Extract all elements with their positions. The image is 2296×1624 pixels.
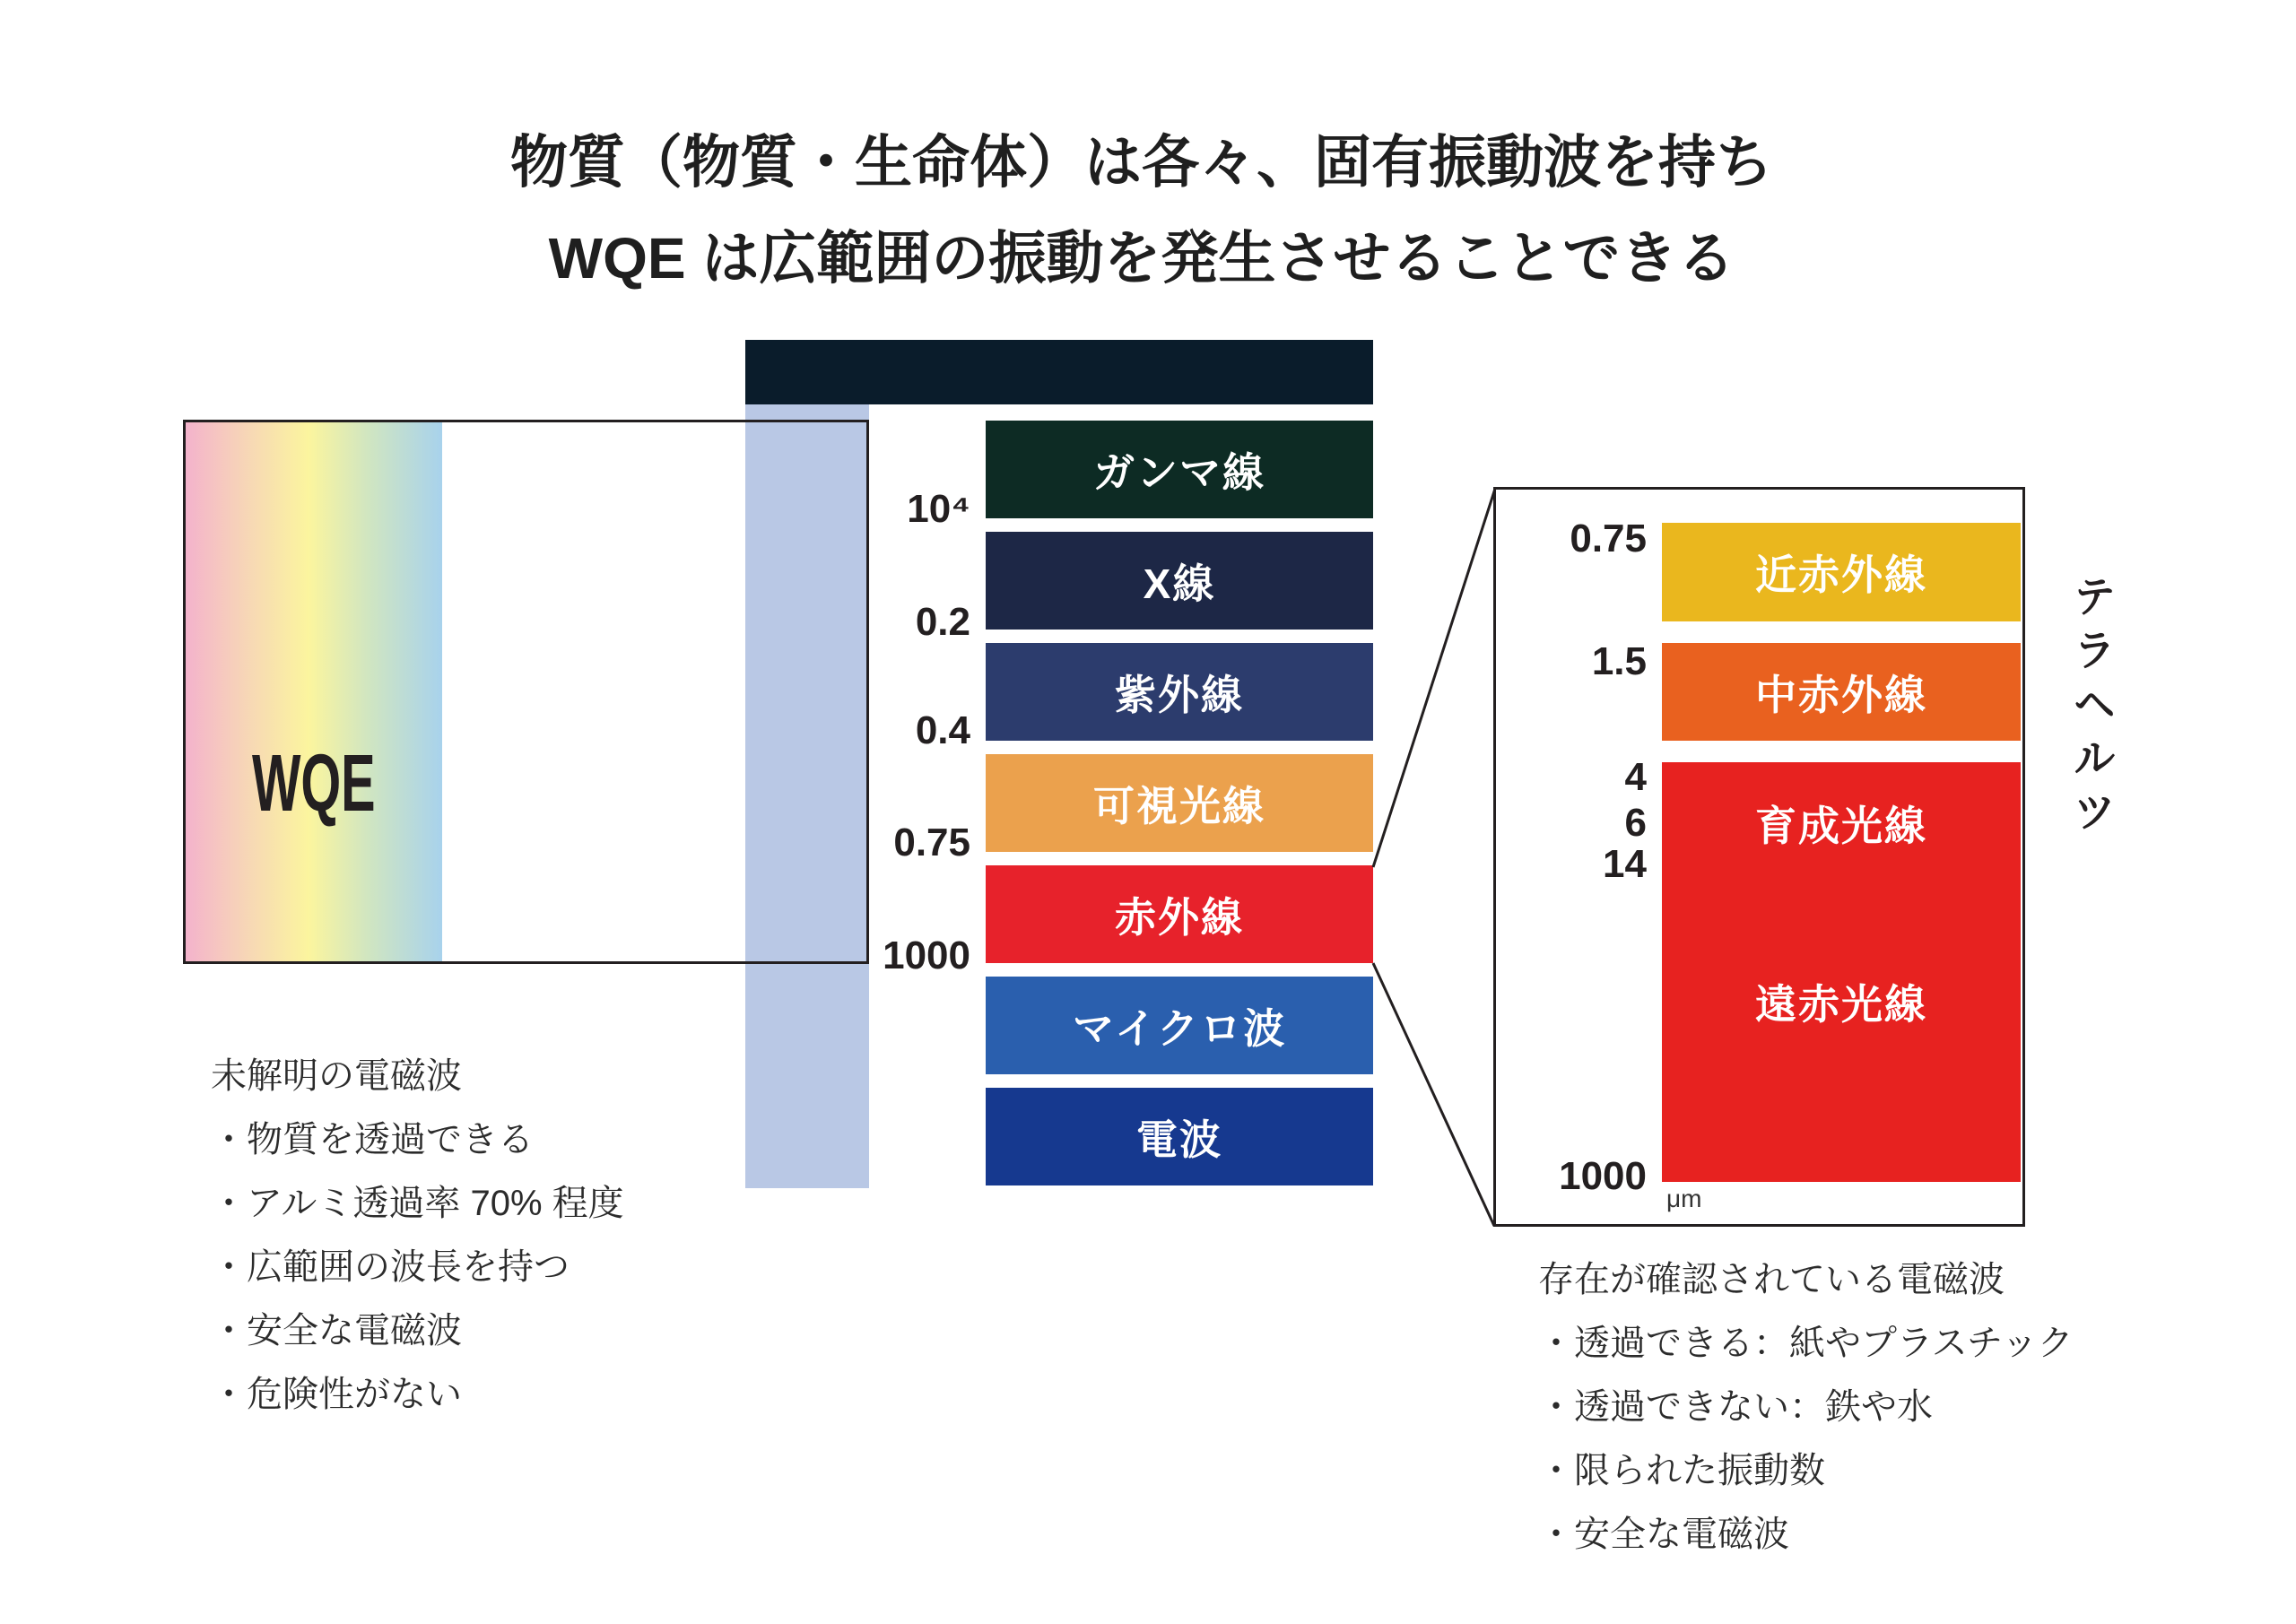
spectrum-bar-ultraviolet-label: 紫外線 [1115, 671, 1244, 718]
detail-bar-far-infrared [1662, 762, 2021, 1182]
page-title-line2: WQE は広範囲の振動を発生させることできる [548, 226, 1735, 291]
notes-right-heading: 存在が確認されている電磁波 [1538, 1260, 2005, 1299]
wqe-label: WQE [252, 739, 376, 829]
spectrum-tick-10e4: 10⁴ [907, 487, 970, 531]
callout-line-upper [1373, 489, 1495, 867]
notes-left-heading: 未解明の電磁波 [211, 1056, 462, 1096]
notes-left-item: ・アルミ透過率 70% 程度 [211, 1184, 624, 1223]
detail-tick-0-75: 0.75 [1570, 517, 1647, 560]
spectrum-bar-microwave-label: マイクロ波 [1072, 1004, 1287, 1052]
detail-bar-mid-infrared-label: 中赤外線 [1755, 671, 1927, 718]
notes-left-item: ・危険性がない [211, 1375, 462, 1414]
spectrum-tick-1000: 1000 [883, 934, 970, 977]
spectrum-header-bar [745, 340, 1373, 404]
spectrum-bar-infrared [986, 865, 1373, 963]
spectrum-bar-gamma-ray [986, 421, 1373, 518]
notes-right-item: ・透過できない：鉄や水 [1538, 1387, 1933, 1427]
spectrum-bar-visible-label: 可視光線 [1093, 782, 1265, 829]
detail-growth-ray-label: 育成光線 [1755, 803, 1927, 849]
notes-right-item: ・限られた振動数 [1538, 1451, 1825, 1490]
infrared-detail-box [1493, 487, 2025, 1227]
detail-far-red-ray-label: 遠赤光線 [1755, 981, 1927, 1028]
callout-line-lower [1373, 963, 1494, 1226]
spectrum-bar-x-ray [986, 532, 1373, 630]
spectrum-tick-0-2: 0.2 [915, 600, 970, 644]
spectrum-bars [986, 421, 1373, 1185]
notes-right-item: ・透過できる：紙やプラスチック [1538, 1324, 2074, 1363]
page-title [0, 115, 2283, 307]
spectrum-bar-radio [986, 1088, 1373, 1185]
detail-tick-6: 6 [1624, 801, 1647, 845]
wqe-rainbow-gradient [186, 422, 442, 961]
spectrum-bar-gamma-ray-label: ガンマ線 [1093, 448, 1265, 496]
terahertz-label: テラヘルツ [2066, 574, 2114, 843]
detail-bar-mid-infrared [1662, 643, 2021, 741]
notes-left-item: ・広範囲の波長を持つ [211, 1247, 570, 1287]
detail-tick-1-5: 1.5 [1591, 639, 1647, 683]
notes-left-item: ・安全な電磁波 [211, 1311, 462, 1350]
detail-bar-near-infrared-label: 近赤外線 [1755, 551, 1927, 598]
spectrum-bar-radio-label: 電波 [1136, 1116, 1222, 1163]
page-title-line1: 物質（物質・生命体）は各々、固有振動波を持ち [510, 130, 1773, 195]
spectrum-tick-0-75: 0.75 [893, 821, 970, 864]
spectrum-tick-0-4: 0.4 [915, 708, 970, 752]
detail-tick-4: 4 [1624, 755, 1647, 799]
notes-left [211, 1058, 624, 1412]
spectrum-bar-infrared-label: 赤外線 [1115, 893, 1244, 941]
detail-tick-1000: 1000 [1559, 1154, 1647, 1198]
spectrum-bar-x-ray-label: X線 [1143, 560, 1216, 607]
micrometer-unit-label: μm [1666, 1185, 1702, 1212]
spectrum-bar-visible [986, 754, 1373, 852]
notes-left-item: ・物質を透過できる [211, 1120, 534, 1159]
notes-right [1538, 1262, 2074, 1552]
detail-bar-near-infrared [1662, 523, 2021, 621]
notes-right-item: ・安全な電磁波 [1538, 1515, 1789, 1554]
spectrum-bar-microwave [986, 977, 1373, 1074]
detail-tick-14: 14 [1603, 842, 1647, 886]
spectrum-bar-ultraviolet [986, 643, 1373, 741]
